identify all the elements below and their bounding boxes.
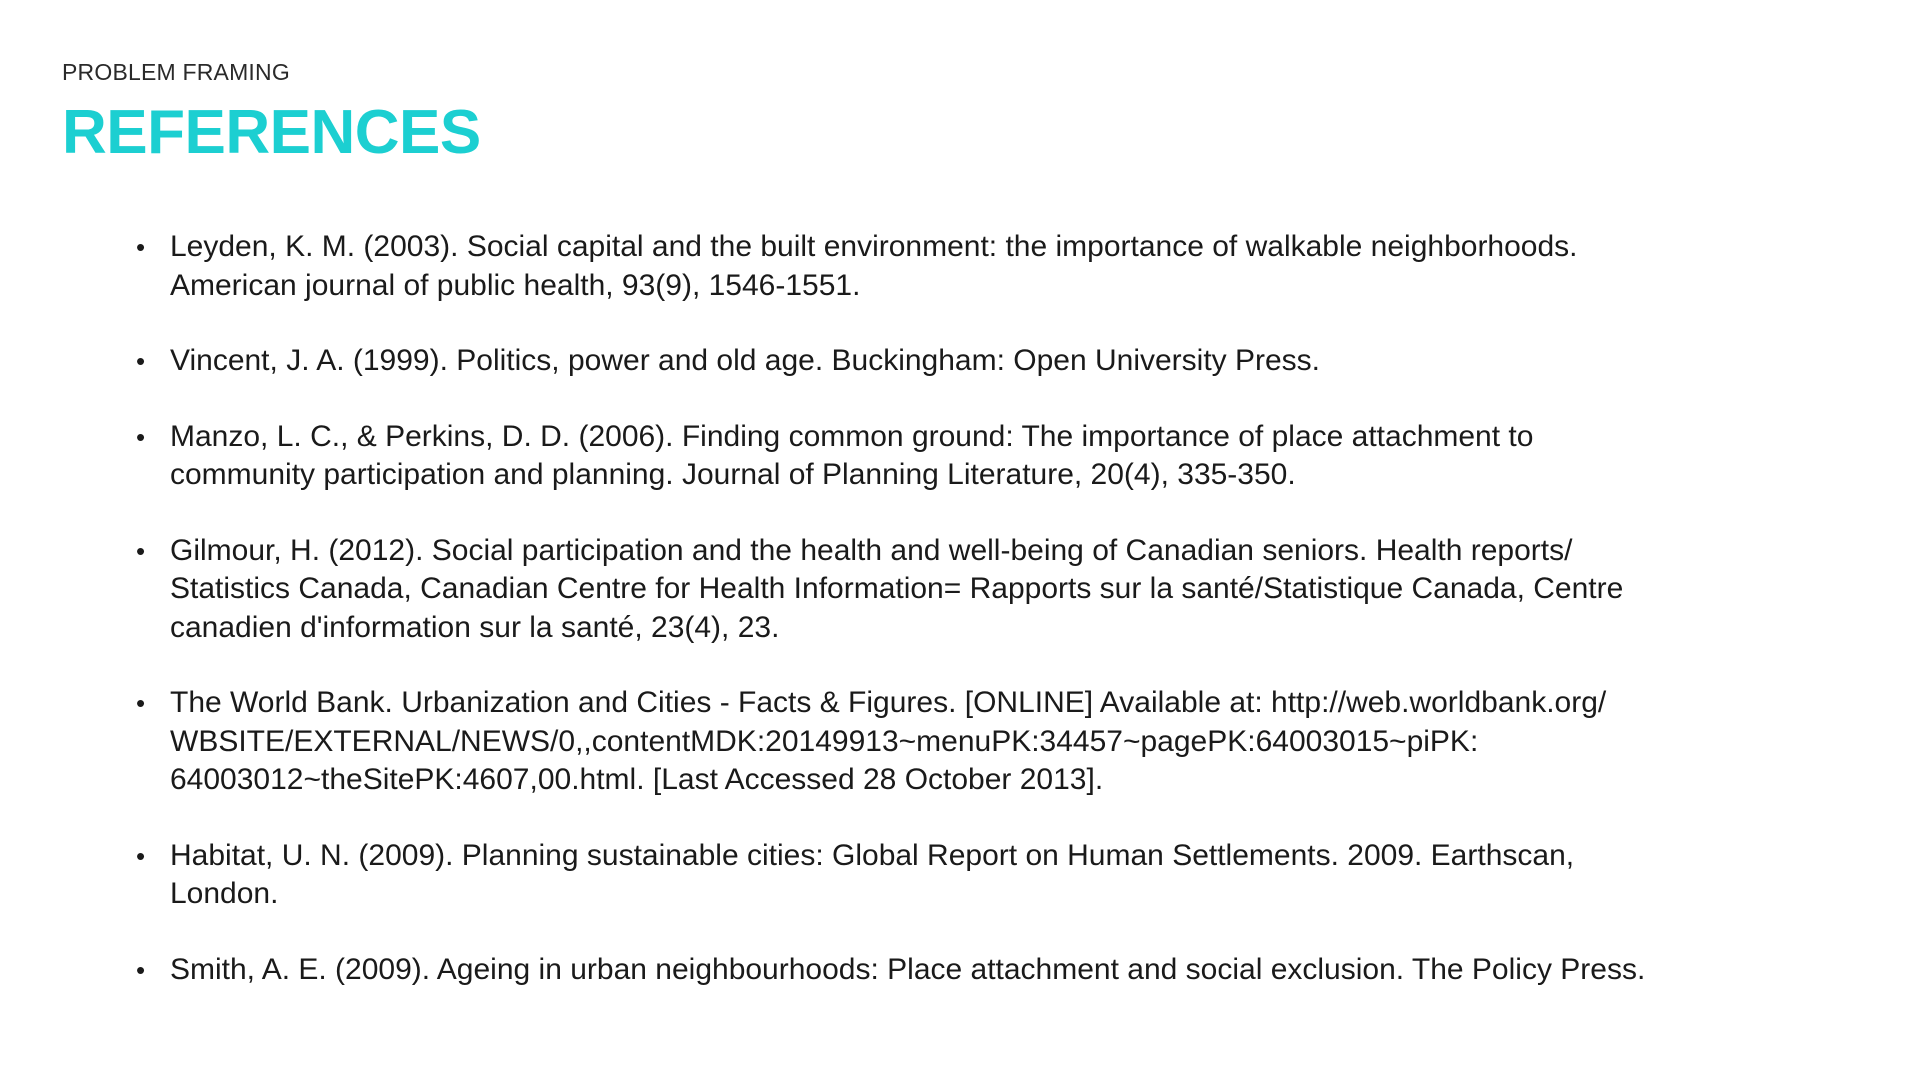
reference-item [136, 342, 1816, 381]
reference-text: Manzo, L. C., & Perkins, D. D. (2006). Finding common ground: The importance of place attachment to community participation and planning. Journal of Planning Literature, 20(4), 335-350. [170, 419, 1534, 491]
reference-text: Gilmour, H. (2012). Social participation and the health and well-being of Canadian seniors. Health reports/ Statistics Canada, Canadian Centre for Health Information= Rapports sur la santé/Statistique Canada, Centre canadien d'information sur la santé, 23(4), 23. [170, 533, 1624, 644]
reference-text: The World Bank. Urbanization and Cities - Facts & Figures. [ONLINE] Available at: http://web.worldbank.org/ WBSITE/EXTERNAL/NEWS/0,,contentMDK:20149913~menuPK:34457~pagePK:64003015~piPK: 64003012~theSitePK:4607,00.html. [Last Accessed 28 October 2013]. [170, 686, 1607, 796]
bullet-icon: • [136, 346, 146, 376]
reference-text: Habitat, U. N. (2009). Planning sustainable cities: Global Report on Human Settlements. 2009. Earthscan, London. [170, 838, 1575, 910]
section-label: PROBLEM FRAMING [62, 59, 290, 85]
bullet-icon: • [136, 421, 146, 452]
reference-text: Smith, A. E. (2009). Ageing in urban neighbourhoods: Place attachment and social exclusion. The Policy Press. [170, 952, 1646, 986]
bullet-icon: • [136, 232, 146, 262]
bullet-icon: • [136, 535, 146, 566]
reference-list [136, 228, 1816, 1026]
reference-item [136, 532, 1816, 648]
slide-title: REFERENCES [62, 98, 481, 167]
reference-text: Leyden, K. M. (2003). Social capital and the built environment: the importance of walkable neighborhoods. American journal of public health, 93(9), 1546-1551. [170, 230, 1578, 302]
reference-item [136, 684, 1816, 800]
reference-item [136, 837, 1816, 914]
bullet-icon: • [136, 954, 146, 985]
reference-item [136, 418, 1816, 495]
reference-text: Vincent, J. A. (1999). Politics, power and old age. Buckingham: Open University Press. [170, 344, 1321, 377]
reference-item [136, 228, 1816, 305]
bullet-icon: • [136, 688, 146, 718]
bullet-icon: • [136, 840, 146, 871]
reference-item [136, 951, 1816, 990]
